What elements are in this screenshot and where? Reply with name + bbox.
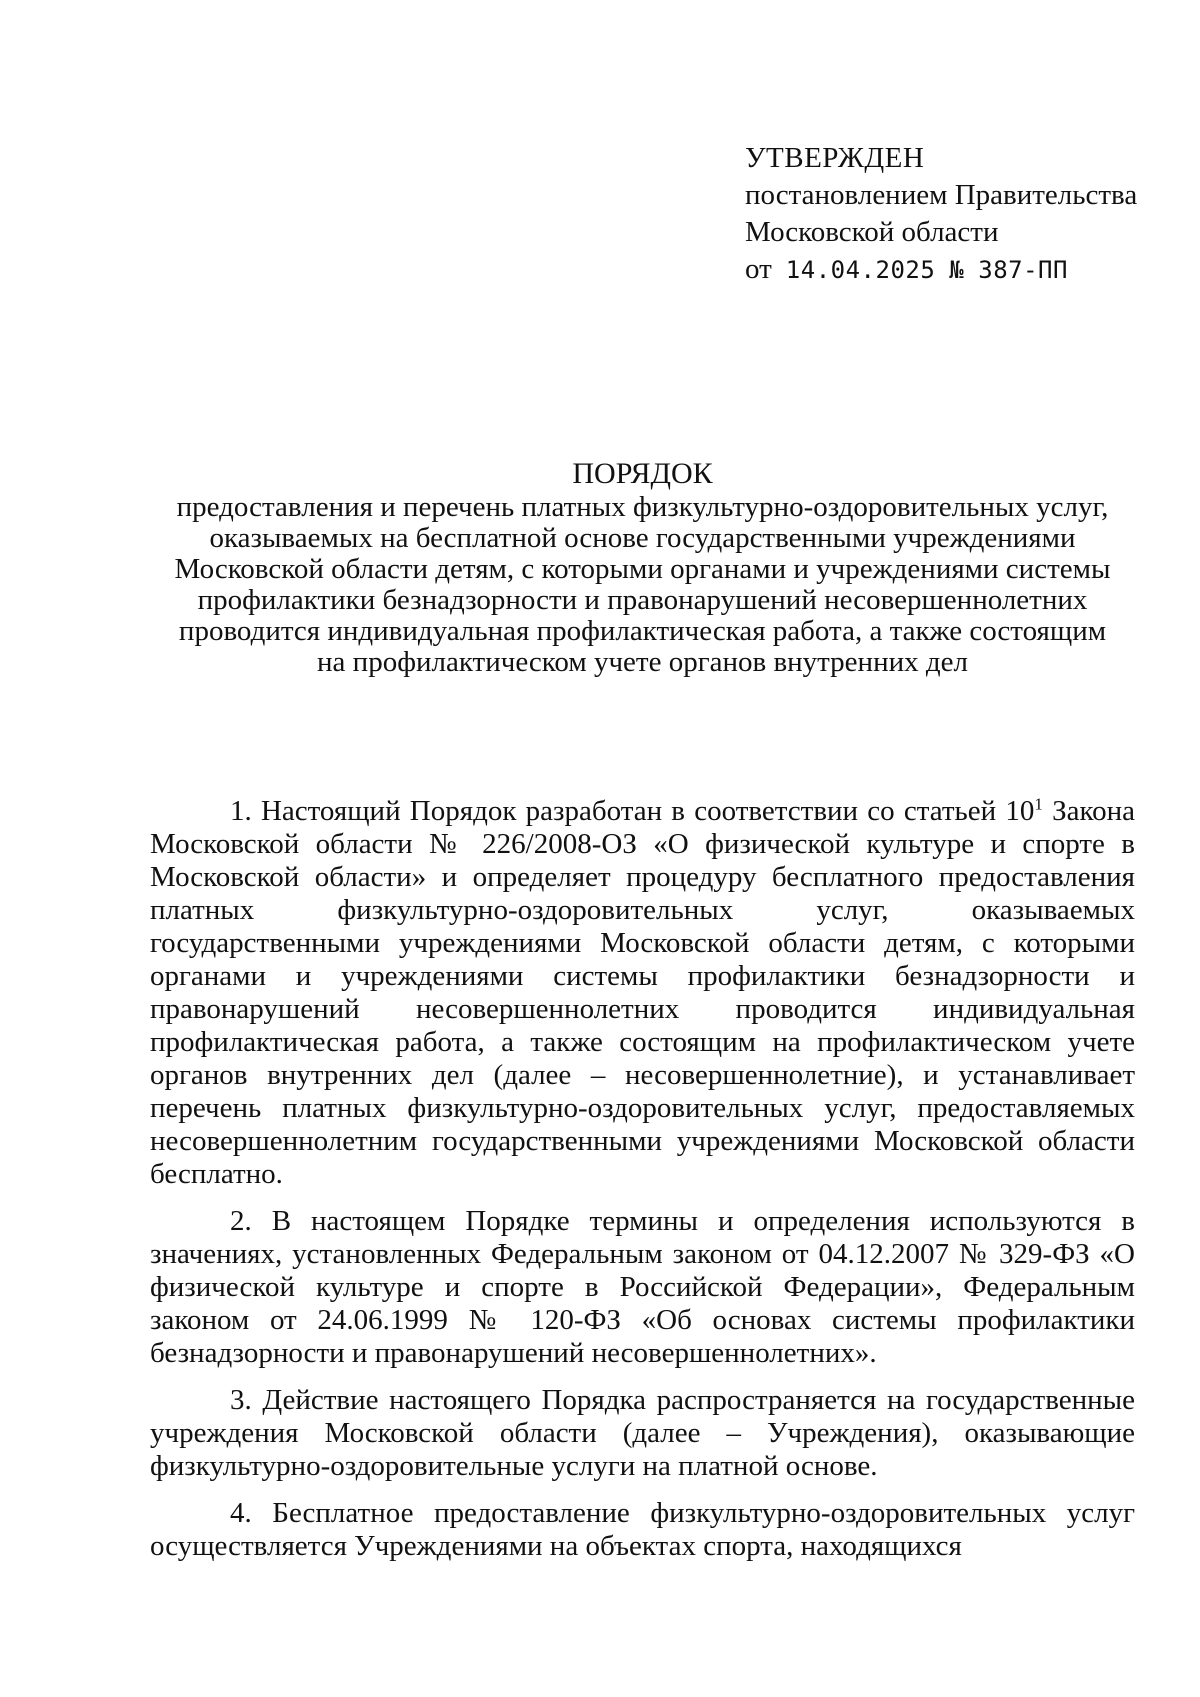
approval-date-line xyxy=(745,251,1145,289)
approval-stamp-block xyxy=(745,140,1145,289)
document-title-block xyxy=(150,457,1135,678)
approval-line-1: постановлением Правительства xyxy=(745,179,1138,211)
number-sign: № xyxy=(949,256,965,284)
subtitle-line: профилактики безнадзорности и правонарушений несовершеннолетних xyxy=(197,584,1088,616)
paragraph-1-start: 1. Настоящий Порядок разработан в соответствии со статьей 10 xyxy=(230,795,1035,827)
paragraph-1 xyxy=(150,795,1135,1191)
paragraph-3: 3. Действие настоящего Порядка распространяется на государственные учреждения Московской области (далее – Учреждения), оказывающие физкультурно-оздоровительные услуги на платной основе. xyxy=(150,1384,1135,1482)
paragraph-4: 4. Бесплатное предоставление физкультурно-оздоровительных услуг осуществляется Учреждениями на объектах спорта, находящихся xyxy=(150,1497,1135,1562)
subtitle-line: на профилактическом учете органов внутренних дел xyxy=(317,646,968,678)
subtitle-line: Московской области детям, с которыми органами и учреждениями системы xyxy=(174,553,1111,585)
subtitle-line: проводится индивидуальная профилактическая работа, а также состоящим xyxy=(178,615,1107,647)
approval-date: 14.04.2025 xyxy=(785,256,936,284)
paragraph-2: 2. В настоящем Порядке термины и определения используются в значениях, установленных Федеральным законом от 04.12.2007 № 329-ФЗ «О физической культуре и спорте в Российской Федерации», Федеральным законом от 24.06.1999 № 120-ФЗ «Об основах системы профилактики безнадзорности и правонарушений несовершеннолетних». xyxy=(150,1205,1135,1369)
paragraph-1-rest: Закона Московской области № 226/2008-ОЗ «О физической культуре и спорте в Московской области» и определяет процедуру бесплатного предоставления платных физкультурно-оздоровительных услуг, оказываемых государственными учреждениями Московской области детям, с которыми органами и учреждениями системы профилактики безнадзорности и правонарушений несовершеннолетних проводится индивидуальная профилактическая работа, а также состоящим на профилактическом учете органов внутренних дел (далее – несовершеннолетние), и устанавливает перечень платных физкультурно-оздоровительных услуг, предоставляемых несовершеннолетним государственными учреждениями Московской области бесплатно. xyxy=(150,795,1135,1190)
approval-line-2: Московской области xyxy=(745,216,999,248)
subtitle-line: оказываемых на бесплатной основе государственными учреждениями xyxy=(209,522,1076,554)
document-title: ПОРЯДОК xyxy=(572,457,713,490)
date-prefix: от xyxy=(745,253,772,285)
document-body xyxy=(150,795,1135,1577)
approval-number: 387-ПП xyxy=(978,256,1068,284)
subtitle-line: предоставления и перечень платных физкультурно-оздоровительных услуг, xyxy=(176,491,1109,523)
approval-heading: УТВЕРЖДЕН xyxy=(745,142,925,174)
article-superscript: 1 xyxy=(1034,794,1043,814)
